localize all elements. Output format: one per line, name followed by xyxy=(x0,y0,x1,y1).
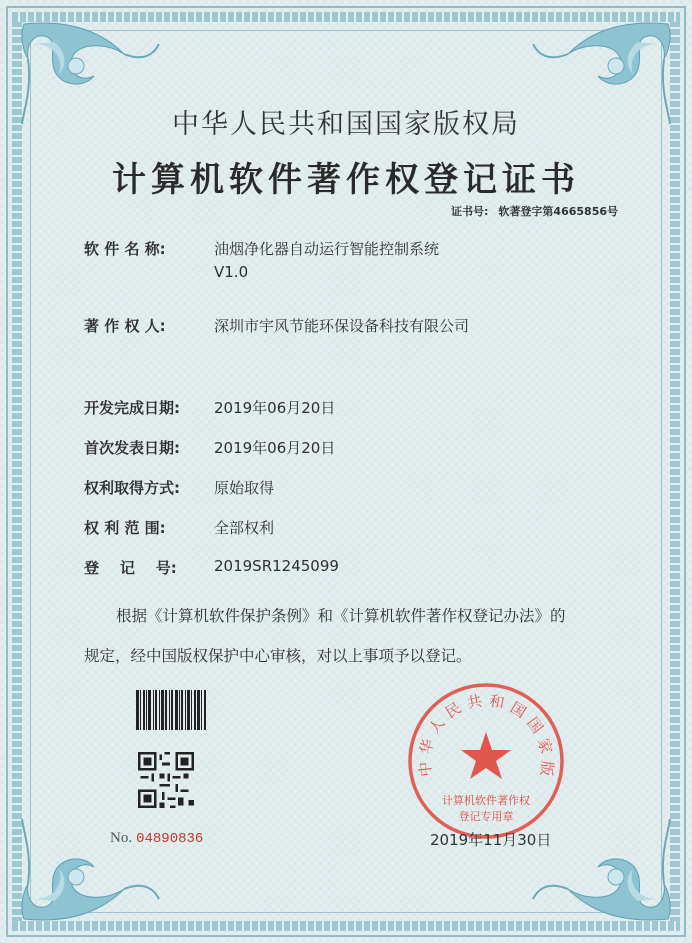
field-value-version: V1.0 xyxy=(214,263,249,281)
field-acquisition-method xyxy=(84,477,274,498)
field-copyright-owner xyxy=(84,315,469,336)
statement-line-1: 根据《计算机软件保护条例》和《计算机软件著作权登记办法》的 xyxy=(116,607,566,625)
serial-number xyxy=(110,830,203,847)
statement-paragraph xyxy=(84,596,624,676)
serial-number-value: 04890836 xyxy=(136,831,204,847)
field-value: 原始取得 xyxy=(214,479,275,497)
seal-inner-line-1: 计算机软件著作权 xyxy=(442,794,530,807)
field-value: 2019SR1245099 xyxy=(214,557,339,575)
barcode xyxy=(136,690,216,730)
field-publish-date xyxy=(84,437,335,458)
field-label: 开发完成日期: xyxy=(84,399,180,417)
field-rights-scope xyxy=(84,517,274,538)
field-label: 软 件 名 称: xyxy=(84,240,166,258)
statement-line-2: 规定，经中国版权保护中心审核，对以上事项予以登记。 xyxy=(84,647,472,665)
official-seal xyxy=(405,680,567,842)
ornament-bottom-left xyxy=(14,809,164,929)
seal-outer-text: 中华人民共和国国家版 xyxy=(415,691,557,778)
certificate-number-value: 软著登字第4665856号 xyxy=(498,205,618,218)
field-label: 首次发表日期: xyxy=(84,439,180,457)
field-label: 著 作 权 人: xyxy=(84,317,166,335)
serial-number-label: No. xyxy=(110,830,133,846)
field-value: 2019年06月20日 xyxy=(214,399,336,417)
field-label: 权 利 范 围: xyxy=(84,519,166,537)
field-label: 登 记 号: xyxy=(84,559,177,577)
field-value-group xyxy=(214,238,439,281)
field-registration-number xyxy=(84,557,339,578)
seal-inner-line-2: 登记专用章 xyxy=(458,810,514,823)
field-development-date xyxy=(84,397,335,418)
star-icon xyxy=(461,732,511,779)
field-software-name xyxy=(84,238,439,281)
field-value: 全部权利 xyxy=(214,519,275,537)
field-label: 权利取得方式: xyxy=(84,479,180,497)
field-value: 油烟净化器自动运行智能控制系统 xyxy=(214,240,440,258)
certificate-title: 计算机软件著作权登记证书 xyxy=(112,160,580,200)
issue-date: 2019年11月30日 xyxy=(430,831,552,849)
field-value: 深圳市宇风节能环保设备科技有限公司 xyxy=(214,317,470,335)
certificate-number xyxy=(451,203,618,219)
certificate-number-label: 证书号: xyxy=(451,205,489,218)
field-value: 2019年06月20日 xyxy=(214,439,336,457)
issuer-title: 中华人民共和国国家版权局 xyxy=(172,109,520,140)
qr-code xyxy=(138,752,194,808)
